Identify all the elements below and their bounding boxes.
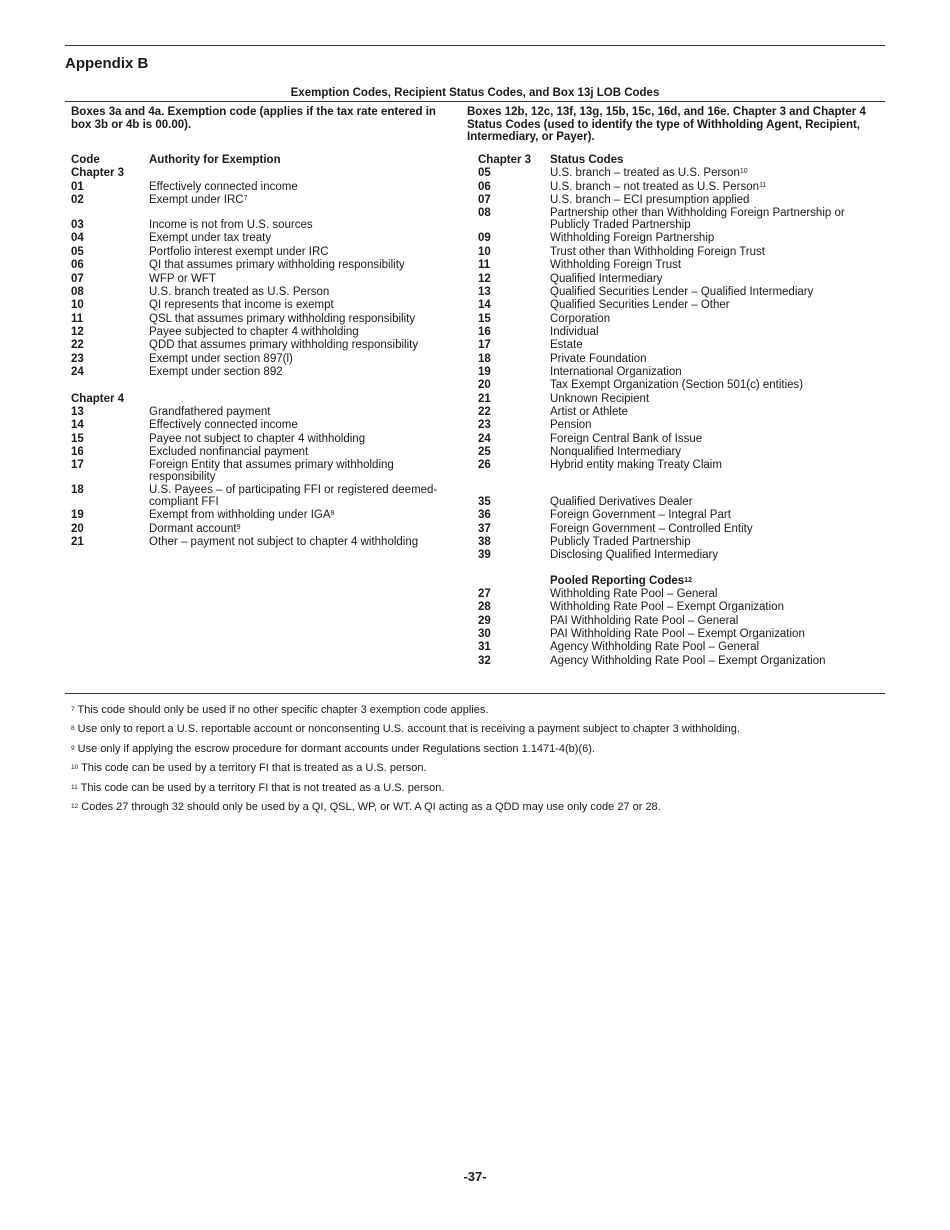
footnote: $^{12}$ Codes 27 through 32 should only be used by a QI, QSL, WP, or WT. A QI acting as a QDD may use only code 27 or 28. — [71, 801, 661, 813]
pooled-code-code: 29 — [478, 615, 491, 627]
status-code-code: 09 — [478, 232, 491, 244]
pooled-code-description: Withholding Rate Pool – General — [550, 588, 718, 600]
chapter4-exemption-description: Payee not subject to chapter 4 withholding — [149, 433, 366, 445]
footnote: $^{11}$ This code can be used by a territory FI that is not treated as a U.S. person. — [71, 782, 445, 794]
chapter3-exemption-code: 05 — [71, 246, 84, 258]
status-code-code: 25 — [478, 446, 491, 458]
status-code-code: 10 — [478, 246, 491, 258]
status-code-code: 12 — [478, 273, 491, 285]
status-code-description: Qualified Derivatives Dealer — [550, 496, 693, 508]
status-code-code: 11 — [478, 259, 491, 271]
status-code-code: 35 — [478, 496, 491, 508]
chapter3-exemption-code: 07 — [71, 273, 84, 285]
chapter3-exemption-code: 08 — [71, 286, 84, 298]
pooled-code-code: 30 — [478, 628, 491, 640]
status-code-description: Qualified Securities Lender – Qualified Intermediary — [550, 286, 814, 298]
chapter3-exemption-code: 22 — [71, 339, 84, 351]
footnote-number: 8 — [71, 725, 75, 732]
chapter3-exemption-code: 12 — [71, 326, 84, 338]
chapter3-exemption-code: 03 — [71, 219, 84, 231]
title-rule — [65, 101, 885, 102]
pooled-code-code: 31 — [478, 641, 491, 653]
chapter4-exemption-description: Dormant account$^9$ — [149, 523, 241, 535]
status-code-code: 16 — [478, 326, 491, 338]
chapter3-exemption-description: Exempt under IRC$^7$ — [149, 194, 248, 206]
status-code-code: 39 — [478, 549, 491, 561]
chapter3-exemption-description: QI represents that income is exempt — [149, 299, 334, 311]
status-code-description: Private Foundation — [550, 353, 647, 365]
footnote-number: 12 — [71, 803, 79, 810]
chapter4-exemption-code: 16 — [71, 446, 84, 458]
chapter4-exemption-description: Other – payment not subject to chapter 4 withholding — [149, 536, 419, 548]
status-code-code: 08 — [478, 207, 491, 219]
chapter4-exemption-description: Grandfathered payment — [149, 406, 271, 418]
chapter4-exemption-code: 21 — [71, 536, 84, 548]
footnote-ref: 7 — [243, 195, 248, 202]
pooled-reporting-label: Pooled Reporting Codes — [550, 575, 685, 587]
footnote-ref: 12 — [684, 577, 692, 584]
chapter4-exemption-description: U.S. Payees – of participating FFI or registered deemed-compliant FFI — [149, 484, 438, 508]
chapter3-exemption-code: 02 — [71, 194, 84, 206]
pooled-code-description: PAI Withholding Rate Pool – Exempt Organization — [550, 628, 805, 640]
footnote-ref: 8 — [330, 510, 335, 517]
chapter4-exemption-description: Excluded nonfinancial payment — [149, 446, 309, 458]
code-column-heading: Code — [71, 154, 100, 166]
left-column-header: Boxes 3a and 4a. Exemption code (applies if the tax rate entered in box 3b or 4b is 00.00). — [71, 106, 436, 131]
chapter3-exemption-description: Exempt under tax treaty — [149, 232, 272, 244]
status-code-code: 19 — [478, 366, 491, 378]
footnote-ref: 9 — [236, 524, 241, 531]
pooled-code-description: Agency Withholding Rate Pool – General — [550, 641, 760, 653]
status-code-code: 24 — [478, 433, 491, 445]
chapter3-exemption-description: Effectively connected income — [149, 181, 298, 193]
footnote-ref: 11 — [759, 182, 767, 189]
status-code-code: 06 — [478, 181, 491, 193]
pooled-reporting-heading — [550, 575, 692, 588]
right-chapter3-heading: Chapter 3 — [478, 154, 532, 166]
pooled-code-code: 28 — [478, 601, 491, 613]
status-code-code: 18 — [478, 353, 491, 365]
status-code-description: Withholding Foreign Partnership — [550, 232, 715, 244]
footnote-number: 10 — [71, 764, 79, 771]
chapter3-exemption-code: 24 — [71, 366, 84, 378]
status-code-description: Estate — [550, 339, 583, 351]
status-code-description: U.S. branch – treated as U.S. Person$^{10}$ — [550, 167, 748, 179]
status-code-code: 14 — [478, 299, 491, 311]
status-codes-heading: Status Codes — [550, 154, 624, 166]
status-code-code: 38 — [478, 536, 491, 548]
chapter4-exemption-code: 18 — [71, 484, 84, 496]
status-code-code: 13 — [478, 286, 491, 298]
status-code-description: Trust other than Withholding Foreign Trust — [550, 246, 765, 258]
status-code-description: Withholding Foreign Trust — [550, 259, 682, 271]
chapter3-exemption-description: U.S. branch treated as U.S. Person — [149, 286, 330, 298]
footnote-number: 7 — [71, 706, 75, 713]
chapter4-exemption-description: Effectively connected income — [149, 419, 298, 431]
footnote: $^{10}$ This code can be used by a territory FI that is treated as a U.S. person. — [71, 762, 427, 774]
status-code-description: Qualified Securities Lender – Other — [550, 299, 730, 311]
status-code-code: 07 — [478, 194, 491, 206]
footnote-rule — [65, 693, 885, 694]
chapter3-exemption-description: WFP or WFT — [149, 273, 216, 285]
chapter3-heading: Chapter 3 — [71, 167, 125, 179]
chapter3-exemption-code: 23 — [71, 353, 84, 365]
status-code-description: Individual — [550, 326, 599, 338]
chapter3-exemption-description: Portfolio interest exempt under IRC — [149, 246, 329, 258]
status-code-description: Partnership other than Withholding Foreign Partnership or Publicly Traded Partnership — [550, 207, 845, 231]
footnote: $^9$ Use only if applying the escrow procedure for dormant accounts under Regulations section 1.1471-4(b)(6). — [71, 743, 595, 755]
status-code-description: Tax Exempt Organization (Section 501(c) entities) — [550, 379, 804, 391]
page-title: Exemption Codes, Recipient Status Codes, and Box 13j LOB Codes — [290, 87, 660, 99]
status-code-description: Publicly Traded Partnership — [550, 536, 691, 548]
chapter3-exemption-code: 10 — [71, 299, 84, 311]
chapter4-heading: Chapter 4 — [71, 393, 125, 405]
status-code-description: U.S. branch – not treated as U.S. Person$^{11}$ — [550, 181, 767, 193]
pooled-code-code: 27 — [478, 588, 491, 600]
pooled-code-code: 32 — [478, 655, 491, 667]
chapter4-exemption-description: Foreign Entity that assumes primary withholding responsibility — [149, 459, 394, 483]
status-code-code: 17 — [478, 339, 491, 351]
chapter4-exemption-code: 14 — [71, 419, 84, 431]
top-rule — [65, 45, 885, 46]
appendix-title: Appendix B — [65, 55, 149, 72]
chapter4-exemption-code: 20 — [71, 523, 84, 535]
footnote: $^7$ This code should only be used if no other specific chapter 3 exemption code applies. — [71, 704, 489, 716]
status-code-code: 23 — [478, 419, 491, 431]
footnote-number: 9 — [71, 745, 75, 752]
pooled-code-description: PAI Withholding Rate Pool – General — [550, 615, 739, 627]
status-code-description: Foreign Central Bank of Issue — [550, 433, 703, 445]
status-code-description: Disclosing Qualified Intermediary — [550, 549, 719, 561]
status-code-description: Unknown Recipient — [550, 393, 650, 405]
chapter3-exemption-description: QSL that assumes primary withholding responsibility — [149, 313, 416, 325]
chapter4-exemption-code: 19 — [71, 509, 84, 521]
footnote-ref: 10 — [739, 168, 748, 175]
status-code-description: Corporation — [550, 313, 611, 325]
authority-column-heading: Authority for Exemption — [149, 154, 281, 166]
status-code-description: Hybrid entity making Treaty Claim — [550, 459, 722, 471]
page-number: -37- — [463, 1169, 487, 1184]
chapter3-exemption-description: QDD that assumes primary withholding responsibility — [149, 339, 419, 351]
chapter4-exemption-code: 17 — [71, 459, 84, 471]
status-code-description: International Organization — [550, 366, 682, 378]
chapter3-exemption-code: 11 — [71, 313, 84, 325]
chapter3-exemption-code: 04 — [71, 232, 84, 244]
chapter4-exemption-code: 15 — [71, 433, 84, 445]
status-code-code: 22 — [478, 406, 491, 418]
chapter3-exemption-description: Income is not from U.S. sources — [149, 219, 313, 231]
chapter3-exemption-description: Exempt under section 897(l) — [149, 353, 293, 365]
status-code-code: 21 — [478, 393, 491, 405]
pooled-code-description: Agency Withholding Rate Pool – Exempt Organization — [550, 655, 826, 667]
chapter4-exemption-description: Exempt from withholding under IGA$^8$ — [149, 509, 335, 521]
chapter3-exemption-code: 01 — [71, 181, 84, 193]
status-code-code: 37 — [478, 523, 491, 535]
status-code-description: Qualified Intermediary — [550, 273, 663, 285]
footnote: $^8$ Use only to report a U.S. reportable account or nonconsenting U.S. account that is receiving a payment subject to chapter 3 withholding. — [71, 723, 740, 735]
status-code-description: Foreign Government – Controlled Entity — [550, 523, 753, 535]
status-code-description: U.S. branch – ECI presumption applied — [550, 194, 750, 206]
status-code-code: 15 — [478, 313, 491, 325]
status-code-description: Nonqualified Intermediary — [550, 446, 682, 458]
footnote-number: 11 — [71, 784, 78, 791]
status-code-code: 26 — [478, 459, 491, 471]
chapter3-exemption-description: QI that assumes primary withholding responsibility — [149, 259, 405, 271]
chapter3-exemption-description: Payee subjected to chapter 4 withholding — [149, 326, 359, 338]
status-code-description: Pension — [550, 419, 592, 431]
chapter4-exemption-code: 13 — [71, 406, 84, 418]
status-code-code: 05 — [478, 167, 491, 179]
status-code-code: 36 — [478, 509, 491, 521]
chapter3-exemption-description: Exempt under section 892 — [149, 366, 283, 378]
status-code-description: Artist or Athlete — [550, 406, 628, 418]
status-code-code: 20 — [478, 379, 491, 391]
pooled-code-description: Withholding Rate Pool – Exempt Organization — [550, 601, 784, 613]
status-code-description: Foreign Government – Integral Part — [550, 509, 731, 521]
chapter3-exemption-code: 06 — [71, 259, 84, 271]
right-column-header: Boxes 12b, 12c, 13f, 13g, 15b, 15c, 16d, and 16e. Chapter 3 and Chapter 4 Status Codes (used to identify the type of Withholding Agent, Recipient, Intermediary, or Payer). — [467, 106, 866, 143]
